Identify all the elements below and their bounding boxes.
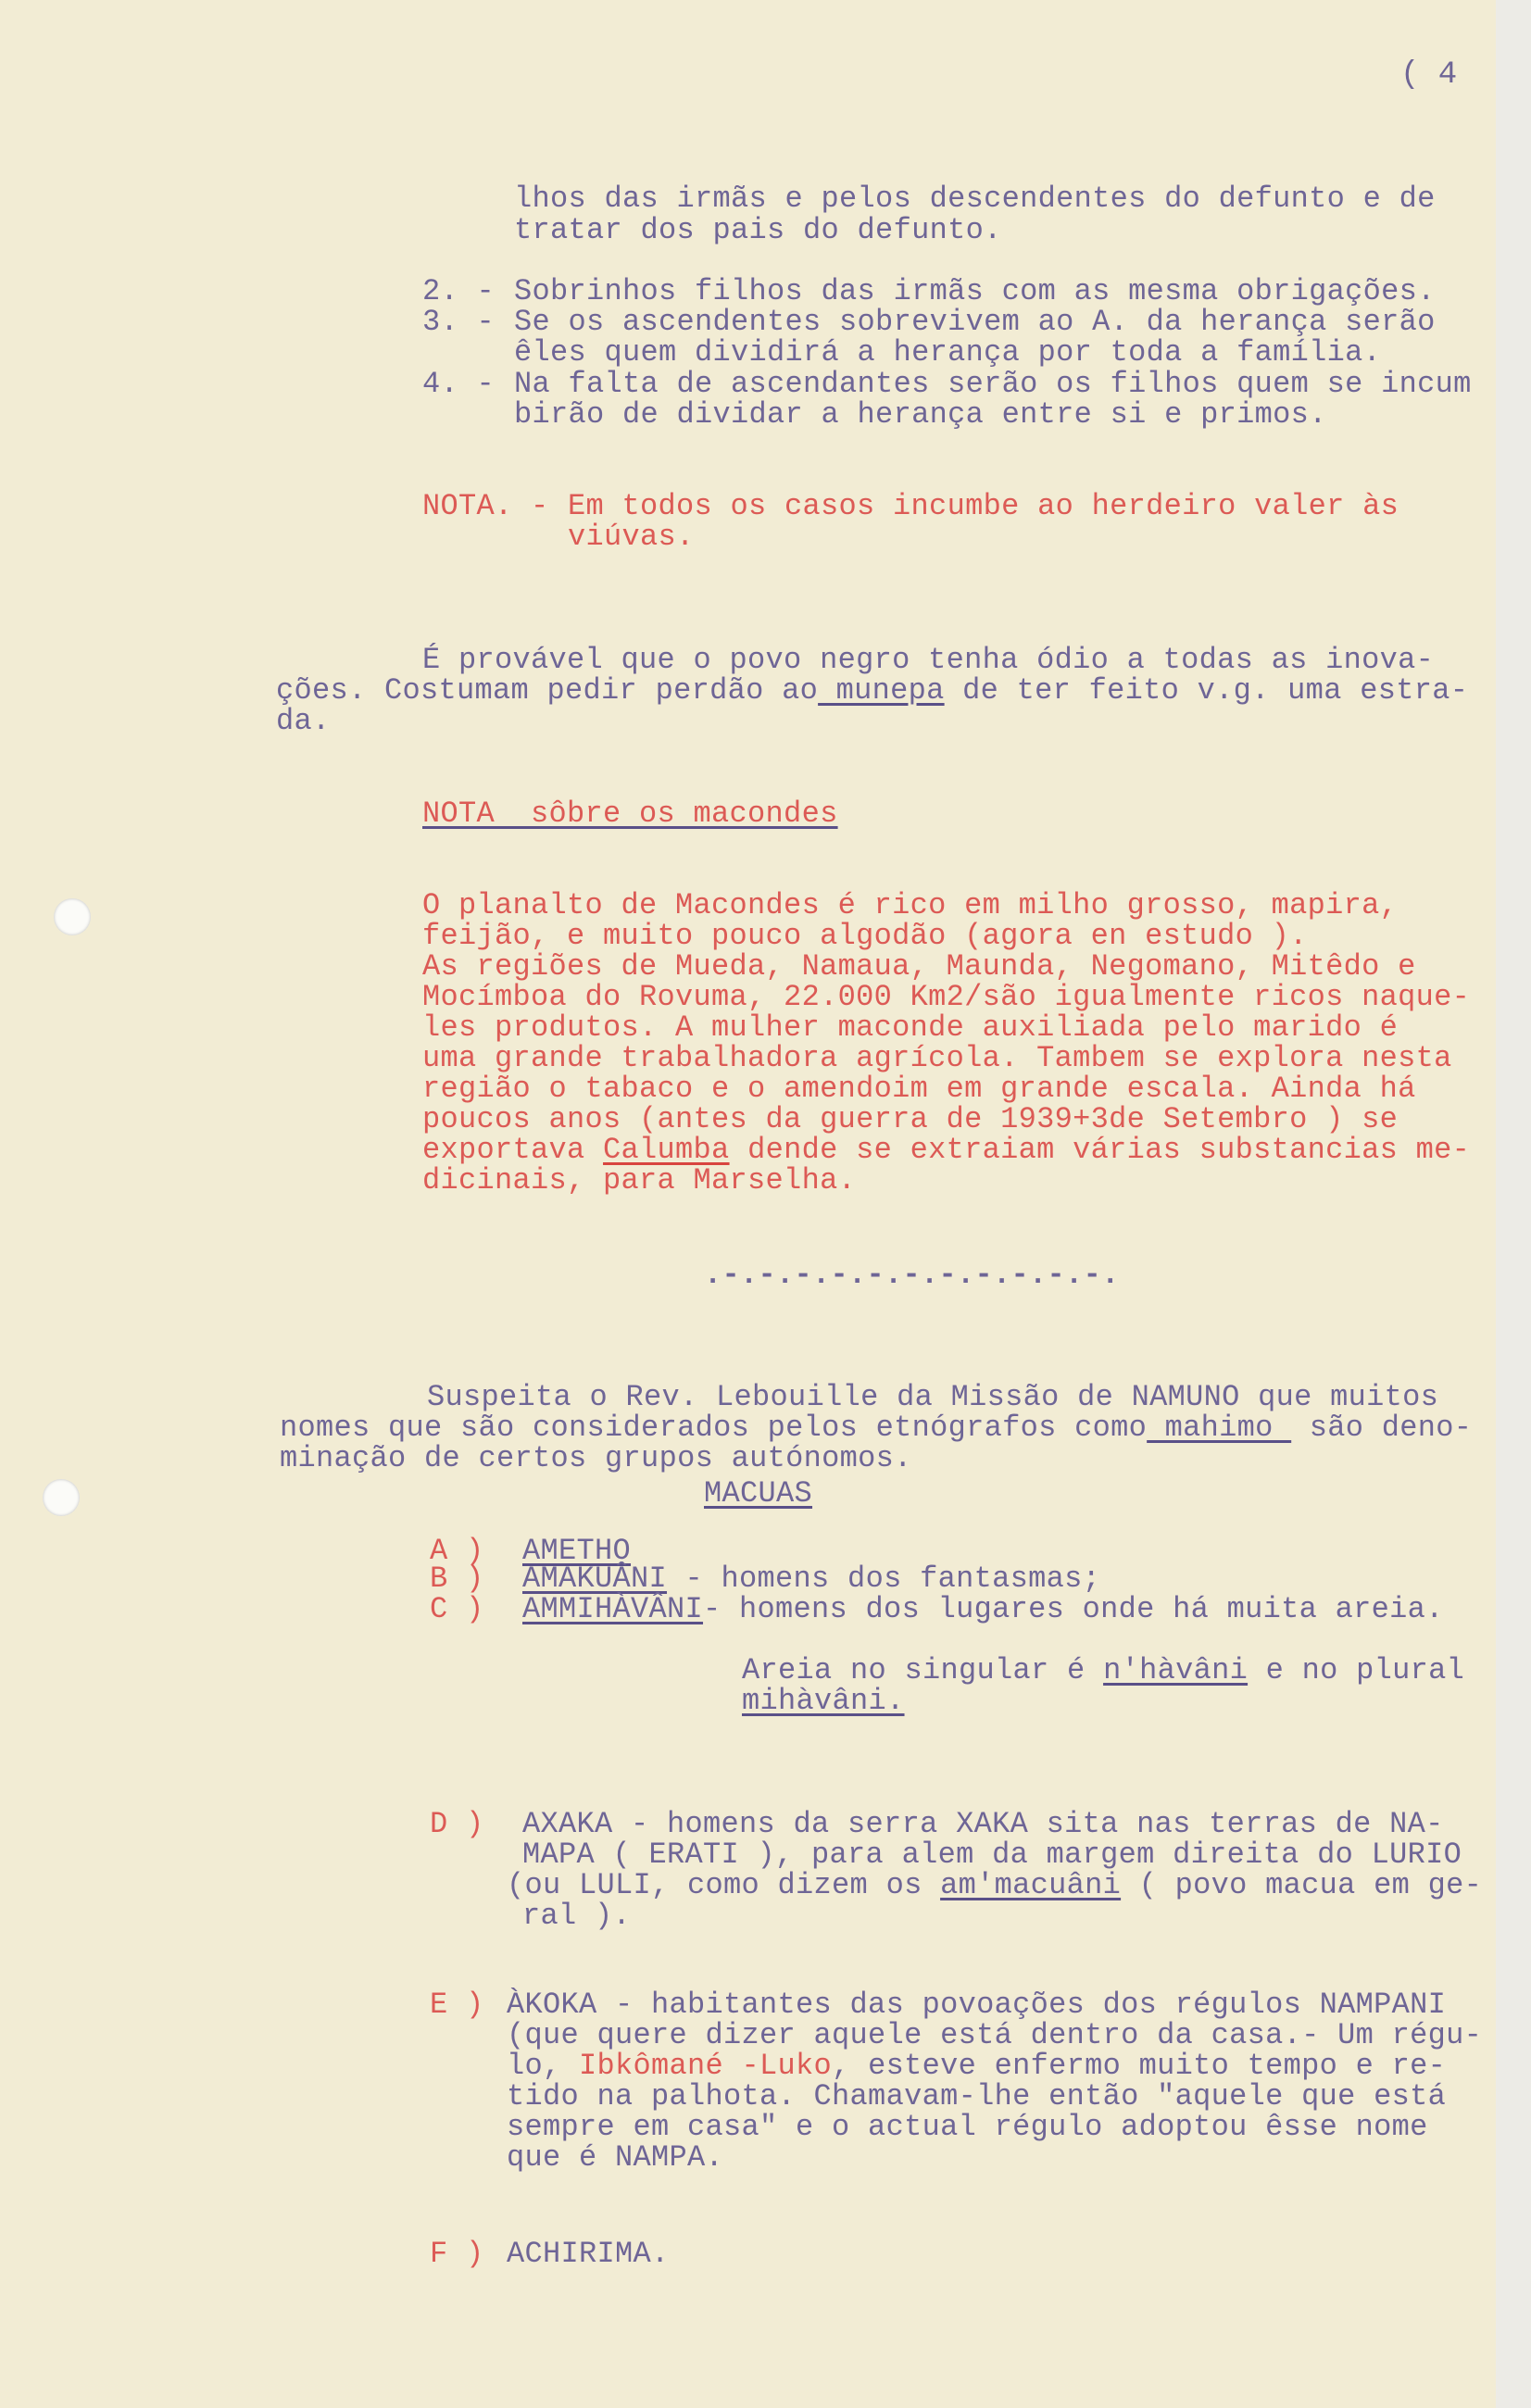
text-line: lo, Ibkômané -Luko, esteve enfermo muito tempo e re- [507,2049,1447,2083]
section-heading: MACUAS [704,1476,813,1511]
underlined-term: munepa [818,673,945,708]
text-line: nomes que são considerados pelos etnógrafos como mahimo são deno- [280,1411,1473,1445]
list-letter: B ) [430,1561,484,1596]
list-item: AMAKUÂNI - homens dos fantasmas; [522,1561,1101,1596]
item-text: birão de dividar a herança entre si e primos. [514,397,1327,432]
text-line: ções. Costumam pedir perdão ao munepa de ter feito v.g. uma estra- [276,673,1469,708]
underlined-term: mahimo [1147,1411,1292,1445]
list-letter: D ) [430,1807,484,1841]
text-line: MAPA ( ERATI ), para alem da margem direita do LURIO [522,1837,1462,1872]
text-line: Areia no singular é n'hàvâni e no plural [742,1653,1465,1687]
list-letter: C ) [430,1592,484,1626]
text-line: As regiões de Mueda, Namaua, Maunda, Negomano, Mitêdo e [422,949,1416,984]
text-line: uma grande trabalhadora agrícola. Tambem se explora nesta [422,1041,1452,1075]
list-letter: E ) [430,1988,484,2022]
item-text: Se os ascendentes sobrevivem ao A. da herança serão [514,305,1436,339]
text-line: feijão, e muito pouco algodão (agora en estudo ). [422,919,1308,953]
item-text: Na falta de ascendantes serão os filhos quem se incum [514,367,1472,401]
text-line: tido na palhota. Chamavam-lhe então "aquele que está [507,2079,1447,2113]
text-line: lhos das irmãs e pelos descendentes do defunto e de [514,182,1436,216]
red-name: Ibkômané -Luko [579,2049,833,2083]
text-line: tratar dos pais do defunto. [514,213,1002,247]
punch-hole [43,1479,80,1516]
scan-edge [1496,0,1531,2408]
text-line: les produtos. A mulher maconde auxiliada pelo marido é [422,1010,1399,1045]
item-text: Sobrinhos filhos das irmãs com as mesma obrigações. [514,274,1436,308]
group-name: AMETHO [522,1534,632,1568]
text-line: ral ). [522,1899,632,1933]
text-line: minação de certos grupos autónomos. [280,1441,912,1475]
nota-label: NOTA. - [422,489,549,523]
text-line: região o tabaco e o amendoim em grande escala. Ainda há [422,1072,1416,1106]
text-line: Suspeita o Rev. Lebouille da Missão de NAMUNO que muitos [427,1380,1439,1414]
text-line: É provável que o povo negro tenha ódio a todas as inova- [422,643,1435,677]
item-text: êles quem dividirá a herança por toda a família. [514,335,1382,370]
separator: .-.-.-.-.-.-.-.-.-.-.-. [704,1258,1120,1292]
text-line: O planalto de Macondes é rico em milho grosso, mapira, [422,888,1399,922]
list-item: AMMIHÀVÂNI- homens dos lugares onde há muita areia. [522,1592,1444,1626]
section-heading: NOTA sôbre os macondes [422,796,838,831]
underlined-term: am'macuâni [940,1868,1122,1902]
punch-hole [54,898,91,935]
underlined-term: Calumba [603,1133,730,1167]
nota-text: Em todos os casos incumbe ao herdeiro valer às [568,489,1399,523]
item-number: 4. - [422,367,496,401]
underlined-term: mihàvâni. [742,1684,905,1718]
list-letter: A ) [430,1534,484,1568]
item-number: 2. - [422,274,496,308]
nota-text: viúvas. [568,520,695,554]
text-line: sempre em casa" e o actual régulo adoptou êsse nome [507,2110,1428,2144]
page-number: ( 4 [1400,57,1458,93]
item-number: 3. - [422,305,496,339]
text-line: exportava Calumba dende se extraiam várias substancias me- [422,1133,1471,1167]
text-line: ÀKOKA - habitantes das povoações dos régulos NAMPANI [507,1988,1447,2022]
text-line: poucos anos (antes da guerra de 1939+3de Setembro ) se [422,1102,1399,1136]
text-line: (ou LULI, como dizem os am'macuâni ( povo macua em ge- [507,1868,1483,1902]
underlined-term: n'hàvâni [1103,1653,1249,1687]
text-line: da. [276,704,331,738]
text-line: que é NAMPA. [507,2140,724,2175]
text-line: Mocímboa do Rovuma, 22.000 Km2/são igualmente ricos naque- [422,980,1471,1014]
text-line: (que quere dizer aquele está dentro da casa.- Um régu- [507,2018,1483,2052]
list-letter: F ) [430,2237,484,2271]
text-line: dicinais, para Marselha. [422,1163,857,1198]
group-name: ACHIRIMA. [507,2237,670,2271]
text-line: AXAKA - homens da serra XAKA sita nas terras de NA- [522,1807,1444,1841]
